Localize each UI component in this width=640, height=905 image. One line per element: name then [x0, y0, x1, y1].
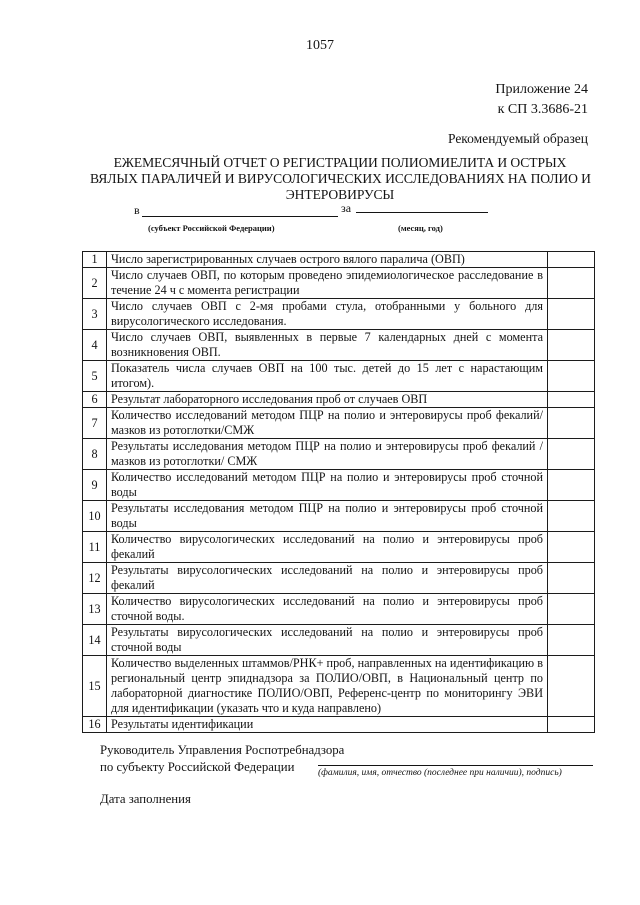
- table-row: [83, 594, 595, 625]
- table-row: [83, 252, 595, 268]
- row-value-cell[interactable]: [548, 392, 595, 408]
- document-title-line-2: ВЯЛЫХ ПАРАЛИЧЕЙ И ВИРУСОЛОГИЧЕСКИХ ИССЛЕДОВАНИЯХ НА ПОЛИО И: [90, 171, 591, 186]
- report-table: [82, 251, 595, 733]
- date-filled-label: Дата заполнения: [100, 792, 191, 806]
- row-number: 13: [83, 594, 107, 625]
- row-number: 11: [83, 532, 107, 563]
- document-title-line-1: ЕЖЕМЕСЯЧНЫЙ ОТЧЕТ О РЕГИСТРАЦИИ ПОЛИОМИЕЛИТА И ОСТРЫХ: [113, 155, 567, 170]
- period-blank-field[interactable]: [356, 212, 488, 213]
- row-indicator-text: Число зарегистрированных случаев острого вялого паралича (ОВП): [107, 252, 548, 268]
- row-value-cell[interactable]: [548, 501, 595, 532]
- row-number: 1: [83, 252, 107, 268]
- signature-caption: (фамилия, имя, отчество (последнее при наличии), подпись): [318, 768, 562, 778]
- row-indicator-text: Количество вирусологических исследований на полио и энтеровирусы проб сточной воды.: [107, 594, 548, 625]
- row-indicator-text: Число случаев ОВП с 2-мя пробами стула, отобранными у больного для вирусологического исследования.: [107, 299, 548, 330]
- table-row: [83, 299, 595, 330]
- row-number: 8: [83, 439, 107, 470]
- appendix-reference: к СП 3.3686-21: [497, 102, 588, 117]
- row-number: 4: [83, 330, 107, 361]
- row-number: 9: [83, 470, 107, 501]
- head-signature-block: [100, 742, 344, 776]
- row-value-cell[interactable]: [548, 408, 595, 439]
- subject-blank-field[interactable]: [142, 216, 338, 217]
- table-row: [83, 532, 595, 563]
- row-indicator-text: Число случаев ОВП, выявленных в первые 7 календарных дней с момента возникновения ОВП.: [107, 330, 548, 361]
- row-indicator-text: Количество исследований методом ПЦР на полио и энтеровирусы проб фекалий/ мазков из ротоглотки/СМЖ: [107, 408, 548, 439]
- row-number: 16: [83, 717, 107, 733]
- table-row: [83, 563, 595, 594]
- document-title-line-3: ЭНТЕРОВИРУСЫ: [285, 187, 395, 202]
- row-indicator-text: Результаты исследования методом ПЦР на полио и энтеровирусы проб фекалий / мазков из ротоглотки/ СМЖ: [107, 439, 548, 470]
- row-indicator-text: Результаты идентификации: [107, 717, 548, 733]
- table-row: [83, 470, 595, 501]
- row-number: 7: [83, 408, 107, 439]
- period-caption: (месяц, год): [398, 223, 443, 233]
- page-number: 1057: [306, 38, 334, 53]
- subject-caption: (субъект Российской Федерации): [148, 223, 275, 233]
- subject-in-label: в: [134, 203, 140, 217]
- row-indicator-text: Количество вирусологических исследований на полио и энтеровирусы проб фекалий: [107, 532, 548, 563]
- row-value-cell[interactable]: [548, 656, 595, 717]
- head-title-line-1: Руководитель Управления Роспотребнадзора: [100, 743, 345, 757]
- table-row: [83, 268, 595, 299]
- row-indicator-text: Результаты исследования методом ПЦР на полио и энтеровирусы проб сточной воды: [107, 501, 548, 532]
- table-row: [83, 625, 595, 656]
- row-value-cell[interactable]: [548, 594, 595, 625]
- row-number: 14: [83, 625, 107, 656]
- row-number: 5: [83, 361, 107, 392]
- row-value-cell[interactable]: [548, 268, 595, 299]
- row-value-cell[interactable]: [548, 563, 595, 594]
- table-row: [83, 501, 595, 532]
- row-value-cell[interactable]: [548, 299, 595, 330]
- table-row: [83, 330, 595, 361]
- row-indicator-text: Результат лабораторного исследования проб от случаев ОВП: [107, 392, 548, 408]
- row-indicator-text: Показатель числа случаев ОВП на 100 тыс. детей до 15 лет с нарастающим итогом).: [107, 361, 548, 392]
- row-value-cell[interactable]: [548, 330, 595, 361]
- row-value-cell[interactable]: [548, 625, 595, 656]
- table-row: [83, 392, 595, 408]
- row-value-cell[interactable]: [548, 532, 595, 563]
- row-value-cell[interactable]: [548, 439, 595, 470]
- document-title: [90, 155, 590, 203]
- row-indicator-text: Количество исследований методом ПЦР на полио и энтеровирусы проб сточной воды: [107, 470, 548, 501]
- row-number: 12: [83, 563, 107, 594]
- table-row: [83, 717, 595, 733]
- row-number: 15: [83, 656, 107, 717]
- table-row: [83, 656, 595, 717]
- table-row: [83, 439, 595, 470]
- row-indicator-text: Результаты вирусологических исследований на полио и энтеровирусы проб фекалий: [107, 563, 548, 594]
- row-value-cell[interactable]: [548, 252, 595, 268]
- row-value-cell[interactable]: [548, 361, 595, 392]
- row-number: 6: [83, 392, 107, 408]
- row-indicator-text: Число случаев ОВП, по которым проведено эпидемиологическое расследование в течение 24 ч с момента регистрации: [107, 268, 548, 299]
- head-title-line-2: по субъекту Российской Федерации: [100, 760, 295, 774]
- row-value-cell[interactable]: [548, 470, 595, 501]
- period-for-label: за: [341, 201, 352, 215]
- row-indicator-text: Результаты вирусологических исследований на полио и энтеровирусы проб сточной воды: [107, 625, 548, 656]
- signature-blank-field[interactable]: [318, 765, 593, 766]
- recommended-sample-label: Рекомендуемый образец: [447, 131, 588, 146]
- row-value-cell[interactable]: [548, 717, 595, 733]
- row-number: 2: [83, 268, 107, 299]
- appendix-title: Приложение 24: [495, 82, 588, 97]
- row-indicator-text: Количество выделенных штаммов/РНК+ проб, направленных на идентификацию в региональный центр эпиднадзора за ПОЛИО/ОВП, в Национальный центр по лабораторной диагностике ПОЛИО/ОВП, Референс-центр по мониторингу ЭВИ для идентификации (указать что и куда направлено): [107, 656, 548, 717]
- row-number: 10: [83, 501, 107, 532]
- table-row: [83, 408, 595, 439]
- table-row: [83, 361, 595, 392]
- row-number: 3: [83, 299, 107, 330]
